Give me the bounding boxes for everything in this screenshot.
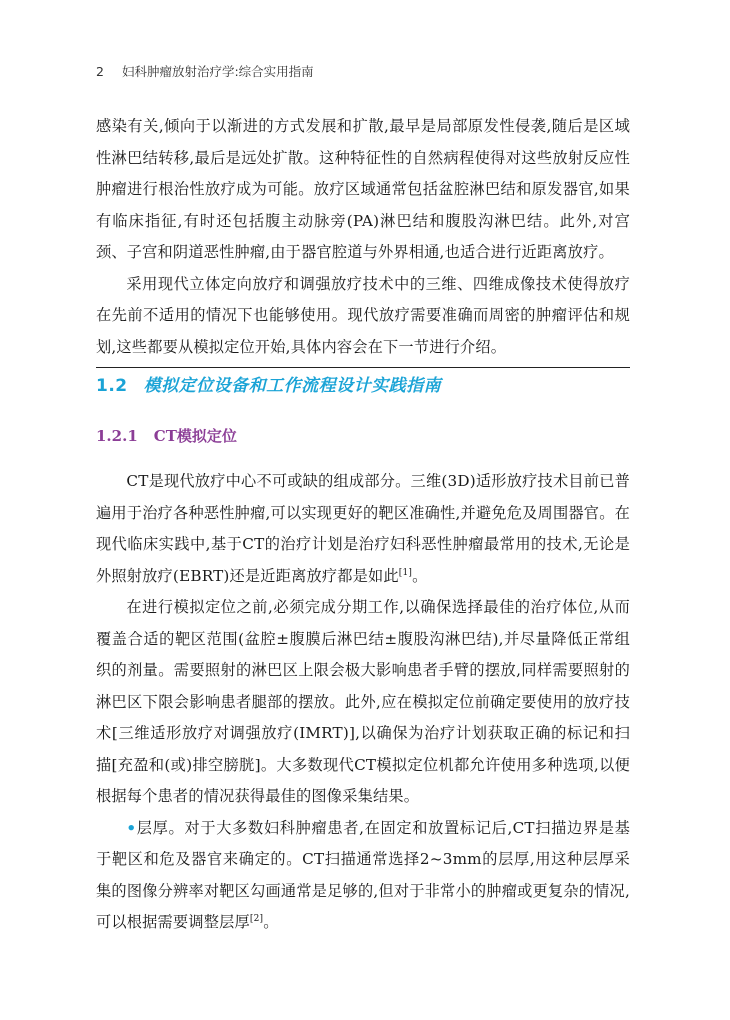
bullet-text: 层厚。对于大多数妇科肿瘤患者,在固定和放置标记后,CT扫描边界是基于靶区和危及器官来确定的。CT扫描通常选择2~3mm的层厚,用这种层厚采集的图像分辨率对靶区勾画通常是足够的,但对于非常小的肿瘤或更复杂的情况,可以根据需要调整层厚 [96, 818, 630, 931]
subsection-title: CT模拟定位 [153, 427, 237, 445]
page-number: 2 [96, 64, 104, 79]
ct-paragraph-1-end: 。 [412, 566, 428, 585]
ct-paragraph-2: 在进行模拟定位之前,必须完成分期工作,以确保选择最佳的治疗体位,从而覆盖合适的靶区范围(盆腔±腹膜后淋巴结±腹股沟淋巴结),并尽量降低正常组织的剂量。需要照射的淋巴区上限会极大影响患者手臂的摆放,同样需要照射的淋巴区下限会影响患者腿部的摆放。此外,应在模拟定位前确定要使用的放疗技术[三维适形放疗对调强放疗(IMRT)],以确保为治疗计划获取正确的标记和扫描[充盈和(或)排空膀胱]。大多数现代CT模拟定位机都允许使用多种选项,以便根据每个患者的情况获得最佳的图像采集结果。 [96, 598, 630, 805]
section-title: 模拟定位设备和工作流程设计实践指南 [143, 376, 442, 396]
reference-2[interactable]: [2] [249, 913, 264, 924]
intro-paragraph-2: 采用现代立体定向放疗和调强放疗技术中的三维、四维成像技术使得放疗在先前不适用的情况下也能够使用。现代放疗需要准确而周密的肿瘤评估和规划,这些都要从模拟定位开始,具体内容会在下一节进行介绍。 [96, 274, 630, 356]
section-rule [96, 367, 630, 368]
ct-paragraph-1-text: CT是现代放疗中心不可或缺的组成部分。三维(3D)适形放疗技术目前已普遍用于治疗各种恶性肿瘤,可以实现更好的靶区准确性,并避免危及周围器官。在现代临床实践中,基于CT的治疗计划是治疗妇科恶性肿瘤最常用的技术,无论是外照射放疗(EBRT)还是近距离放疗都是如此 [96, 472, 630, 585]
section-heading [96, 371, 441, 396]
book-title: 妇科肿瘤放射治疗学:综合实用指南 [121, 64, 314, 79]
bullet-icon: • [126, 818, 137, 837]
intro-paragraph-1: 感染有关,倾向于以渐进的方式发展和扩散,最早是局部原发性侵袭,随后是区域性淋巴结转移,最后是远处扩散。这种特征性的自然病程使得对这些放射反应性肿瘤进行根治性放疗成为可能。放疗区域通常包括盆腔淋巴结和原发器官,如果有临床指征,有时还包括腹主动脉旁(PA)淋巴结和腹股沟淋巴结。此外,对宫颈、子宫和阴道恶性肿瘤,由于器官腔道与外界相通,也适合进行近距离放疗。 [96, 117, 630, 261]
running-header [96, 62, 314, 80]
bullet-end: 。 [263, 913, 279, 931]
intro-block [96, 111, 630, 363]
ct-block [96, 466, 630, 939]
reference-1[interactable]: [1] [398, 567, 413, 578]
subsection-number: 1.2.1 [96, 427, 138, 445]
bullet-slice-thickness [96, 813, 630, 939]
section-number: 1.2 [96, 376, 128, 396]
subsection-heading [96, 425, 237, 446]
ct-paragraph-1 [96, 466, 630, 592]
